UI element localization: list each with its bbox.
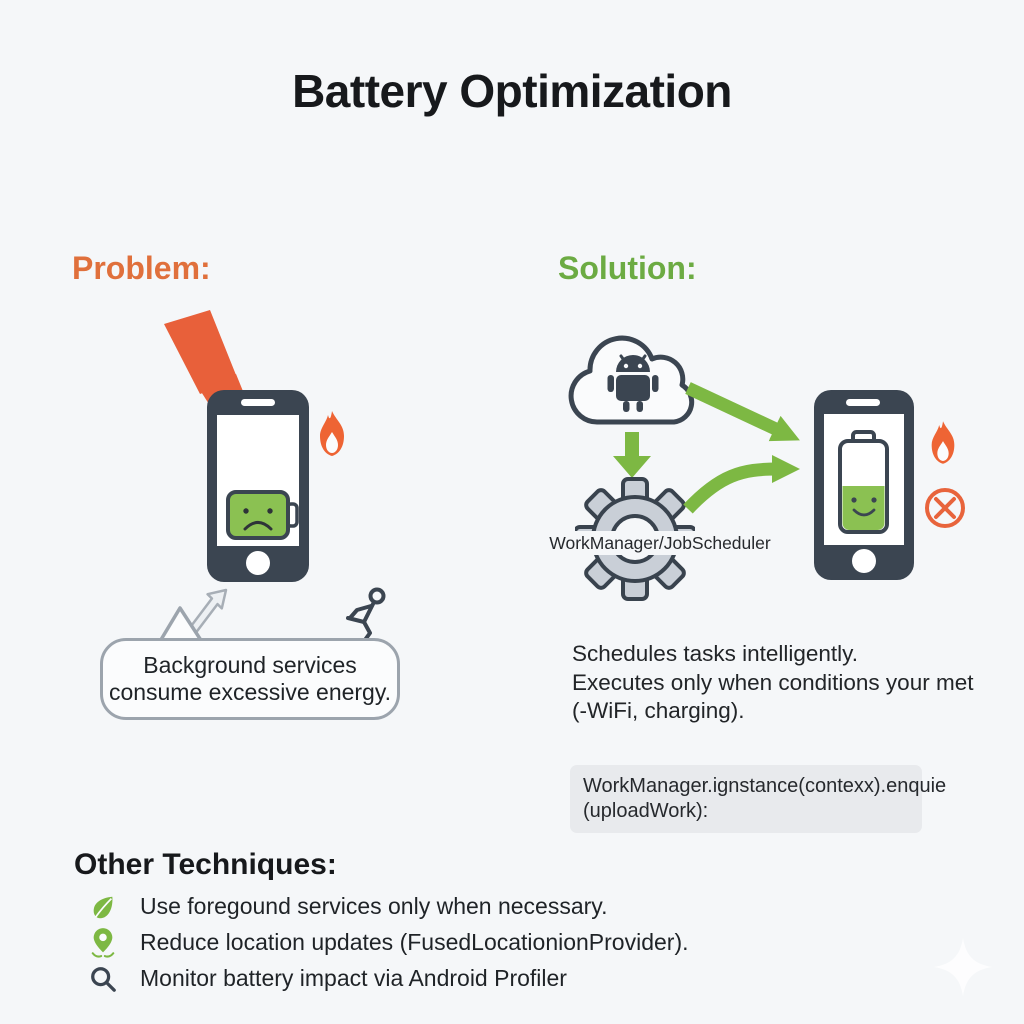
technique-item bbox=[88, 892, 689, 921]
page-title: Battery Optimization bbox=[292, 65, 732, 117]
solution-desc-line1: Schedules tasks intelligently. bbox=[572, 641, 858, 666]
technique-text: Reduce location updates (FusedLocationionProvider). bbox=[140, 929, 689, 955]
bubble-text-line2: consume excessive energy. bbox=[108, 679, 392, 705]
gear-label bbox=[538, 533, 782, 554]
technique-item bbox=[88, 928, 689, 957]
problem-speech-bubble bbox=[100, 638, 400, 720]
code-snippet bbox=[570, 765, 947, 833]
flame-icon bbox=[314, 410, 350, 458]
gear-label-text: WorkManager/JobScheduler bbox=[545, 531, 774, 555]
techniques-list bbox=[88, 892, 689, 993]
code-line2: (uploadWork): bbox=[583, 800, 709, 822]
green-arrows bbox=[680, 375, 815, 525]
technique-item bbox=[88, 964, 689, 993]
solution-desc-line2: Executes only when conditions your met bbox=[572, 669, 974, 695]
android-robot-icon bbox=[606, 352, 660, 414]
other-techniques-heading: Other Techniques: bbox=[74, 848, 337, 881]
sad-battery-phone-icon bbox=[205, 388, 311, 584]
technique-text: Monitor battery impact via Android Profiler bbox=[140, 965, 567, 991]
bubble-text-line1: Background services bbox=[143, 652, 357, 678]
flame-icon bbox=[926, 420, 960, 466]
down-arrow-icon bbox=[613, 432, 651, 478]
leaf-icon bbox=[88, 892, 118, 922]
happy-battery-phone-icon bbox=[812, 388, 916, 582]
solution-heading: Solution: bbox=[558, 250, 697, 286]
sparkle-icon bbox=[932, 936, 994, 998]
location-pin-icon bbox=[88, 928, 118, 958]
problem-heading: Problem: bbox=[72, 250, 211, 286]
magnifier-icon bbox=[88, 964, 118, 994]
no-circle-icon bbox=[923, 486, 967, 530]
solution-desc-line3: (-WiFi, charging). bbox=[572, 698, 745, 723]
technique-text: Use foregound services only when necessary. bbox=[140, 893, 608, 919]
code-line1: WorkManager.ignstance(contexx).enquie bbox=[583, 775, 947, 797]
solution-description bbox=[572, 640, 982, 726]
